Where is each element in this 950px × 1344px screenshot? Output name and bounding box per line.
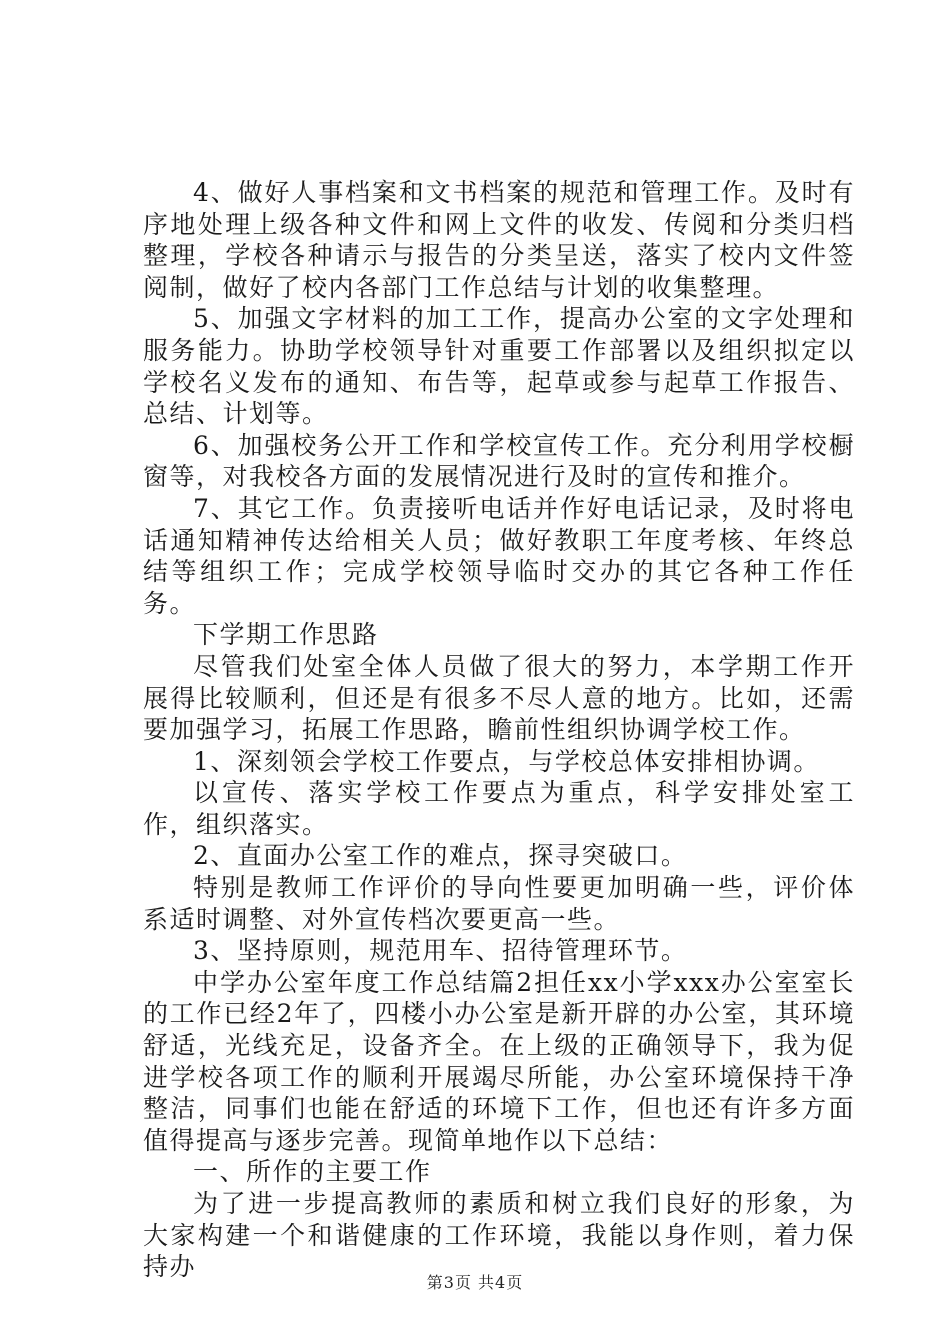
paragraph-point-1-detail: 以宣传、落实学校工作要点为重点，科学安排处室工作，组织落实。 (143, 778, 855, 839)
paragraph-item-7: 7、其它工作。负责接听电话并作好电话记录，及时将电话通知精神传达给相关人员；做好教职工年度考核、年终总结等组织工作；完成学校领导临时交办的其它各种工作任务。 (143, 493, 855, 618)
paragraph-point-3: 3、坚持原则，规范用车、招待管理环节。 (193, 936, 688, 966)
paragraph-item-5: 5、加强文字材料的加工工作，提高办公室的文字处理和服务能力。协助学校领导针对重要工作部署以及组织拟定以学校名义发布的通知、布告等，起草或参与起草工作报告、总结、计划等。 (143, 304, 855, 429)
paragraph-point-1: 1、深刻领会学校工作要点，与学校总体安排相协调。 (193, 746, 820, 776)
paragraph-item-4: 4、做好人事档案和文书档案的规范和管理工作。及时有序地处理上级各种文件和网上文件的收发、传阅和分类归档整理，学校各种请示与报告的分类呈送，落实了校内文件签阅制，做好了校内各部门工作总结与计划的收集整理。 (143, 178, 855, 302)
section-heading-main-work: 一、所作的主要工作 (193, 1157, 432, 1187)
section-heading-next-term: 下学期工作思路 (193, 620, 379, 650)
paragraph-intro-next-term: 尽管我们处室全体人员做了很大的努力，本学期工作开展得比较顺利，但还是有很多不尽人意的地方。比如，还需要加强学习，拓展工作思路，瞻前性组织协调学校工作。 (143, 651, 855, 745)
paragraph-main-work: 为了进一步提高教师的素质和树立我们良好的形象，为大家构建一个和谐健康的工作环境，我能以身作则，着力保持办 (143, 1189, 855, 1282)
page-footer: 第3页 共4页 (426, 1273, 524, 1292)
paragraph-point-2-detail: 特别是教师工作评价的导向性要更加明确一些，评价体系适时调整、对外宣传档次要更高一些。 (143, 873, 855, 934)
paragraph-article-2-intro: 中学办公室年度工作总结篇2担任xx小学xxx办公室室长的工作已经2年了，四楼小办公室是新开辟的办公室，其环境舒适，光线充足，设备齐全。在上级的正确领导下，我为促进学校各项工作的顺利开展竭尽所能，办公室环境保持干净整洁，同事们也能在舒适的环境下工作，但也还有许多方面值得提高与逐步完善。现简单地作以下总结： (143, 967, 855, 1155)
paragraph-item-6: 6、加强校务公开工作和学校宣传工作。充分利用学校橱窗等，对我校各方面的发展情况进行及时的宣传和推介。 (143, 430, 855, 492)
document-body (143, 177, 855, 1283)
paragraph-point-2: 2、直面办公室工作的难点，探寻突破口。 (193, 841, 688, 871)
